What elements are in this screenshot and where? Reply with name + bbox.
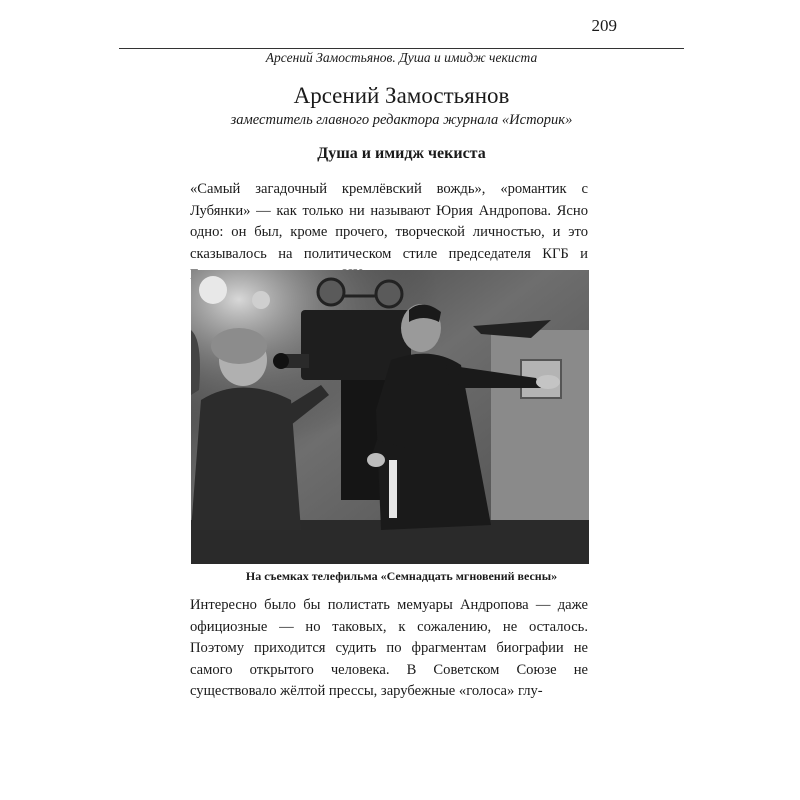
author-name: Арсений Замостьянов (293, 83, 510, 108)
paragraph-intro: «Самый загадочный кремлёвский вождь», «романтик с Лубянки» — как только ни называют Юрия Андропова. Ясно одно: он был, кроме прочего, творческой личностью, и это сказывалось на политическом стиле председателя КГБ и (190, 181, 588, 262)
page-number: 209 (591, 16, 617, 35)
header-rule (119, 48, 684, 49)
author-role: заместитель главного редактора журнала «Историк» (230, 112, 573, 128)
paragraph-body: Интересно было бы полистать мемуары Андропова — даже официозные — но таковых, к сожалению, не осталось. Поэтому приходится судить по фрагментам биографии не самого открытого человека. В Советском Союзе не существовало жёлтой прессы, зарубежные «голоса» глу- (190, 597, 588, 699)
film-set-photo (191, 270, 589, 564)
running-header: Арсений Замостьянов. Душа и имидж чекиста (265, 50, 538, 65)
photo-caption: На съемках телефильма «Семнадцать мгновений весны» (245, 569, 558, 583)
article-title: Душа и имидж чекиста (317, 145, 486, 162)
